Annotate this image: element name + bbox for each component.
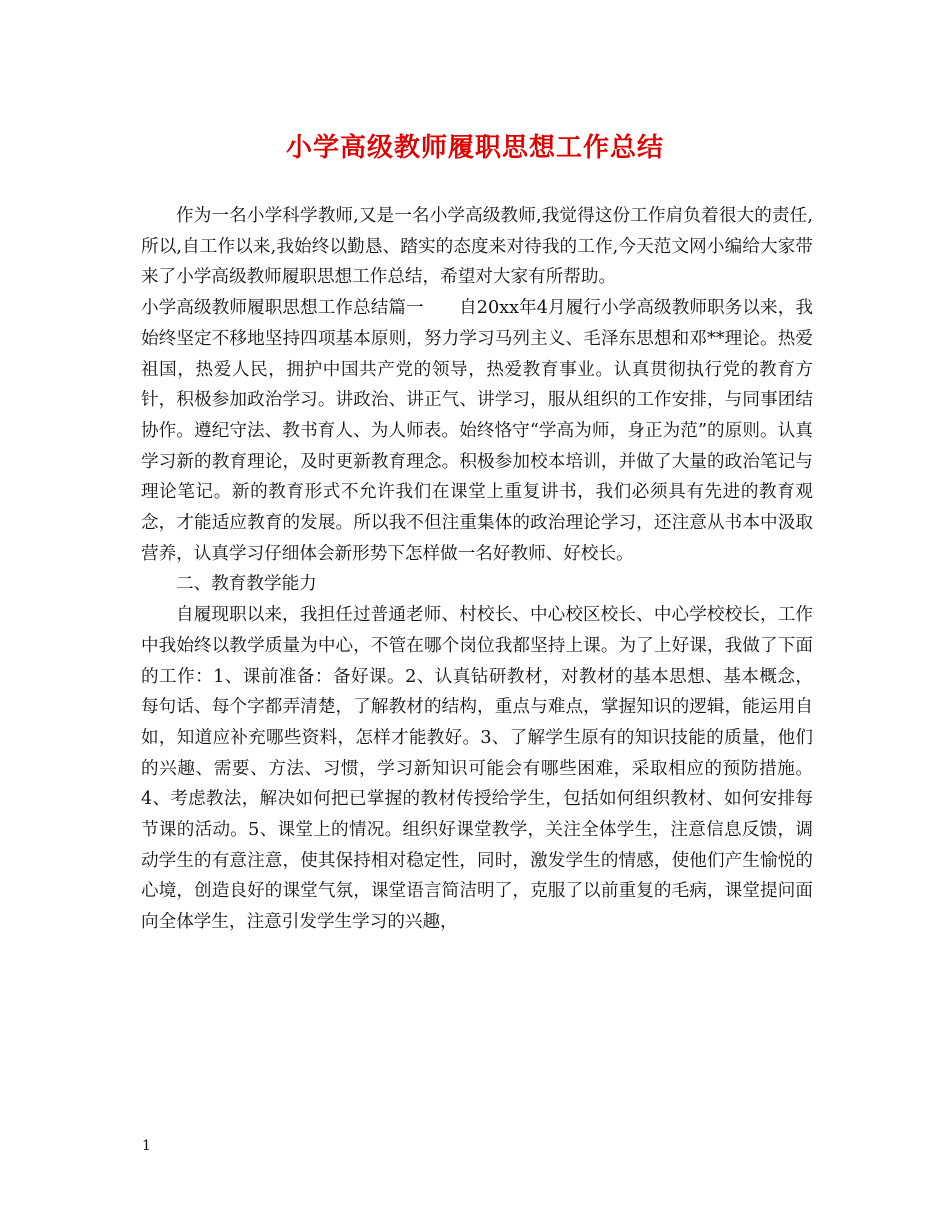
paragraph-intro: 作为一名小学科学教师,又是一名小学高级教师,我觉得这份工作肩负着很大的责任,所以,自工作以来,我始终以勤恳、踏实的态度来对待我的工作,今天范文网小编给大家带来了小学高级教师履职思想工作总结，希望对大家有所帮助。 xyxy=(141,206,813,288)
page-number: 1 xyxy=(142,1138,151,1154)
paragraph-teaching-ability: 自履现职以来，我担任过普通老师、村校长、中心校区校长、中心学校校长，工作中我始终以教学质量为中心，不管在哪个岗位我都坚持上课。为了上好课，我做了下面的工作：1、课前准备：备好课。2、认真钻研教材，对教材的基本思想、基本概念，每句话、每个字都弄清楚，了解教材的结构，重点与难点，掌握知识的逻辑，能运用自如，知道应补充哪些资料，怎样才能教好。3、了解学生原有的知识技能的质量，他们的兴趣、需要、方法、习惯，学习新知识可能会有哪些困难，采取相应的预防措施。4、考虑教法，解决如何把已掌握的教材传授给学生，包括如何组织教材、如何安排每节课的活动。5、课堂上的情况。组织好课堂教学，关注全体学生，注意信息反馈，调动学生的有意注意，使其保持相对稳定性，同时，激发学生的情感，使他们产生愉悦的心境，创造良好的课堂气氛，课堂语言简洁明了，克服了以前重复的毛病，课堂提问面向全体学生，注意引发学生学习的兴趣， xyxy=(141,605,813,933)
document-body xyxy=(141,201,813,938)
paragraph-section-one: 小学高级教师履职思想工作总结篇一 自20xx年4月履行小学高级教师职务以来，我始终坚定不移地坚持四项基本原则，努力学习马列主义、毛泽东思想和邓**理论。热爱祖国，热爱人民，拥护中国共产党的领导，热爱教育事业。认真贯彻执行党的教育方针，积极参加政治学习。讲政治、讲正气、讲学习，服从组织的工作安排，与同事团结协作。遵纪守法、教书育人、为人师表。始终恪守“学高为师，身正为范”的原则。认真学习新的教育理论，及时更新教育理念。积极参加校本培训，并做了大量的政治笔记与理论笔记。新的教育形式不允许我们在课堂上重复讲书，我们必须具有先进的教育观念，才能适应教育的发展。所以我不但注重集体的政治理论学习，还注意从书本中汲取营养，认真学习仔细体会新形势下怎样做一名好教师、好校长。 xyxy=(141,298,813,564)
document-title: 小学高级教师履职思想工作总结 xyxy=(285,133,664,163)
section-heading-teaching-ability: 二、教育教学能力 xyxy=(176,574,317,595)
